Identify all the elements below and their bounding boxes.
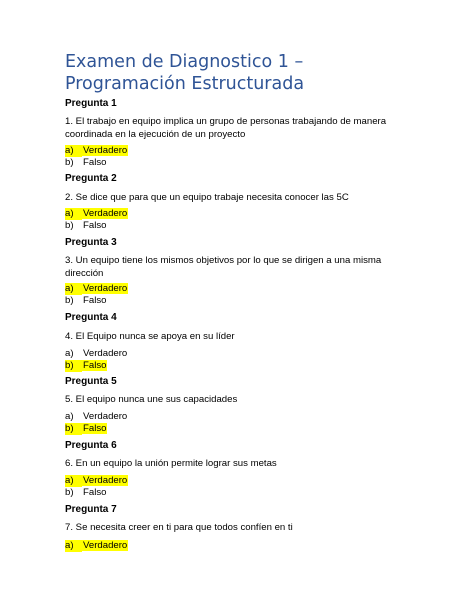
question-7-text: 7. Se necesita creer en ti para que todos confíen en ti [65, 522, 293, 533]
question-4-option-b [65, 360, 107, 372]
option-label: Verdadero [83, 348, 128, 359]
question-2-text: 2. Se dice que para que un equipo trabaje necesita conocer las 5C [65, 192, 349, 203]
option-letter: b) [65, 295, 74, 306]
question-1-heading: Pregunta 1 [65, 98, 117, 109]
option-letter: b) [65, 487, 74, 498]
question-5-option-b [65, 423, 107, 435]
option-label: Verdadero [83, 411, 128, 422]
option-letter: b) [65, 423, 82, 435]
question-2-option-a [65, 208, 128, 220]
option-label: Verdadero [83, 208, 128, 219]
option-letter: a) [65, 283, 82, 295]
option-letter: b) [65, 157, 74, 168]
option-letter: b) [65, 220, 74, 231]
question-3-text: 3. Un equipo tiene los mismos objetivos por lo que se dirigen a una misma dirección [65, 255, 382, 279]
option-label: Verdadero [83, 145, 128, 156]
question-5-text: 5. El equipo nunca une sus capacidades [65, 394, 238, 405]
question-4-option-a [65, 348, 128, 360]
option-label: Falso [83, 360, 107, 371]
option-label: Falso [83, 220, 107, 231]
question-1-option-b [65, 157, 107, 169]
question-6-option-a [65, 475, 128, 487]
question-3-option-b [65, 295, 107, 307]
option-letter: a) [65, 540, 82, 552]
option-label: Verdadero [83, 283, 128, 294]
question-7-option-a [65, 540, 128, 552]
question-7-heading: Pregunta 7 [65, 504, 117, 515]
option-label: Verdadero [83, 475, 128, 486]
option-letter: b) [65, 360, 82, 372]
option-label: Falso [83, 157, 107, 168]
question-3-heading: Pregunta 3 [65, 237, 117, 248]
question-4-text: 4. El Equipo nunca se apoya en su líder [65, 331, 235, 342]
page-title: Examen de Diagnostico 1 – Programación Estructurada [65, 52, 305, 94]
question-6-option-b [65, 487, 107, 499]
option-letter: a) [65, 145, 82, 157]
question-2-option-b [65, 220, 107, 232]
question-6-text: 6. En un equipo la unión permite lograr sus metas [65, 458, 277, 469]
question-2-heading: Pregunta 2 [65, 173, 117, 184]
option-letter: a) [65, 411, 74, 422]
option-label: Verdadero [83, 540, 128, 551]
option-label: Falso [83, 295, 107, 306]
option-label: Falso [83, 423, 107, 434]
question-6-heading: Pregunta 6 [65, 440, 117, 451]
option-label: Falso [83, 487, 107, 498]
question-1-text: 1. El trabajo en equipo implica un grupo de personas trabajando de manera coordinada en la ejecución de un proyecto [65, 116, 387, 140]
question-5-heading: Pregunta 5 [65, 376, 117, 387]
option-letter: a) [65, 348, 74, 359]
question-5-option-a [65, 411, 128, 423]
question-4-heading: Pregunta 4 [65, 312, 117, 323]
option-letter: a) [65, 208, 82, 220]
option-letter: a) [65, 475, 82, 487]
question-1-option-a [65, 145, 128, 157]
question-3-option-a [65, 283, 128, 295]
